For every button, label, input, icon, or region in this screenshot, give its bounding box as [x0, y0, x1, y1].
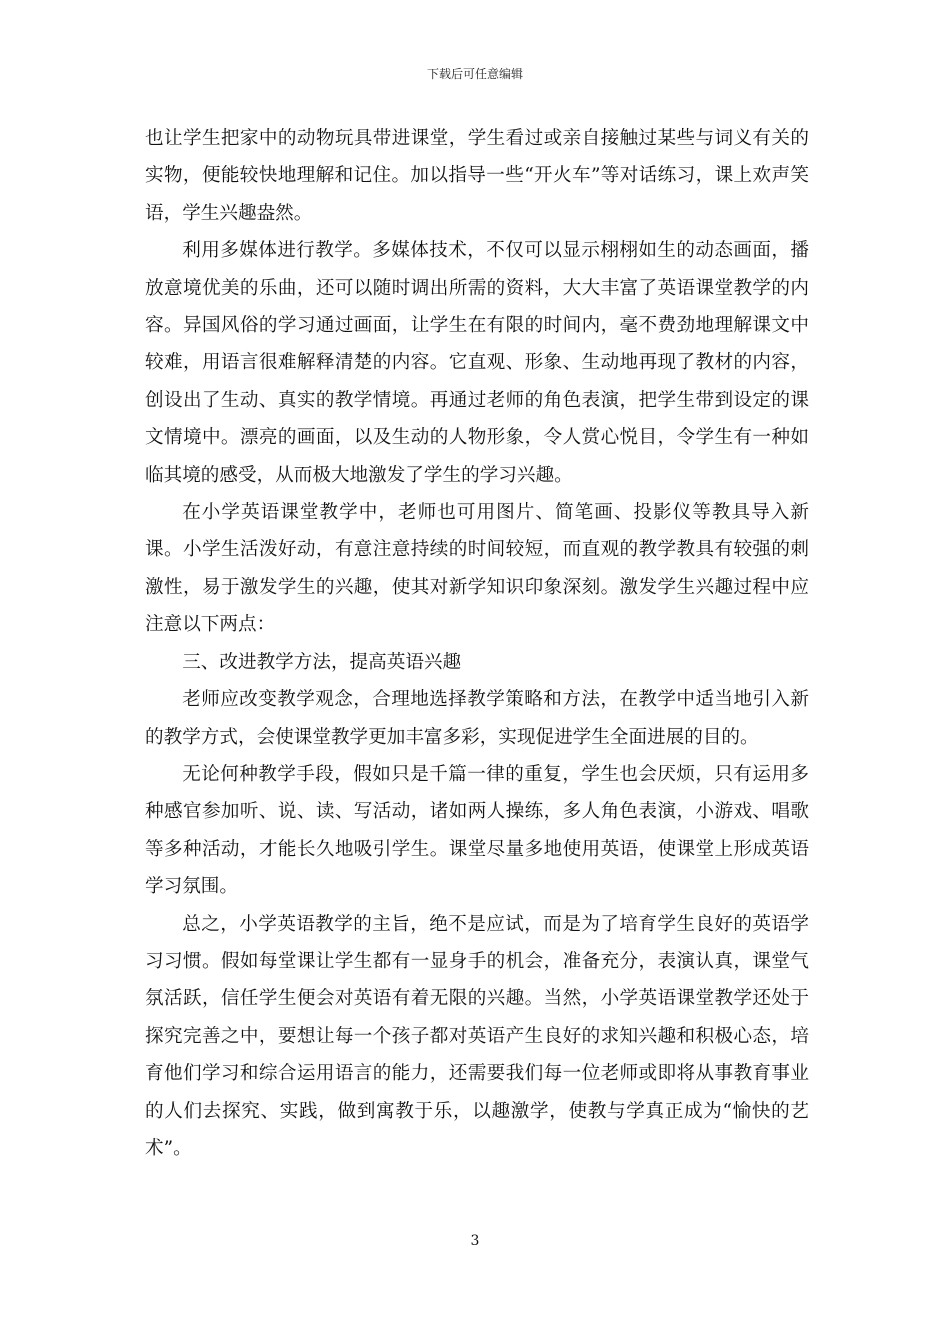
- paragraph: 也让学生把家中的动物玩具带进课堂，学生看过或亲自接触过某些与词义有关的实物，便能较快地理解和记住。加以指导一些“开火车”等对话练习，课上欢声笑语，学生兴趣盎然。: [145, 128, 809, 224]
- document-body: [145, 120, 809, 1167]
- paragraph: 利用多媒体进行教学。多媒体技术，不仅可以显示栩栩如生的动态画面，播放意境优美的乐曲，还可以随时调出所需的资料，大大丰富了英语课堂教学的内容。异国风俗的学习通过画面，让学生在有限的时间内，毫不费劲地理解课文中较难，用语言很难解释清楚的内容。它直观、形象、生动地再现了教材的内容，创设出了生动、真实的教学情境。再通过老师的角色表演，把学生带到设定的课文情境中。漂亮的画面，以及生动的人物形象，令人赏心悦目，令学生有一种如临其境的感受，从而极大地激发了学生的学习兴趣。: [145, 240, 809, 486]
- section-heading: 三、改进教学方法，提高英语兴趣: [182, 651, 462, 673]
- paragraph: 在小学英语课堂教学中，老师也可用图片、简笔画、投影仪等教具导入新课。小学生活泼好动，有意注意持续的时间较短，而直观的教学教具有较强的刺激性，易于激发学生的兴趣，使其对新学知识印象深刻。激发学生兴趣过程中应注意以下两点：: [145, 502, 809, 636]
- paragraph: 总之，小学英语教学的主旨，绝不是应试，而是为了培育学生良好的英语学习习惯。假如每堂课让学生都有一显身手的机会，准备充分，表演认真，课堂气氛活跃，信任学生便会对英语有着无限的兴趣。当然，小学英语课堂教学还处于探究完善之中，要想让每一个孩子都对英语产生良好的求知兴趣和积极心态，培育他们学习和综合运用语言的能力，还需要我们每一位老师或即将从事教育事业的人们去探究、实践，做到寓教于乐，以趣激学，使教与学真正成为“愉快的艺术”。: [145, 913, 809, 1159]
- paragraph: 老师应改变教学观念，合理地选择教学策略和方法，在教学中适当地引入新的教学方式，会使课堂教学更加丰富多彩，实现促进学生全面进展的目的。: [145, 689, 809, 748]
- page-number: 3: [470, 1233, 480, 1249]
- page-header: 下载后可任意编辑: [426, 67, 523, 81]
- paragraph: 无论何种教学手段，假如只是千篇一律的重复，学生也会厌烦，只有运用多种感官参加听、说、读、写活动，诸如两人操练，多人角色表演，小游戏、唱歌等多种活动，才能长久地吸引学生。课堂尽量多地使用英语，使课堂上形成英语学习氛围。: [145, 763, 809, 898]
